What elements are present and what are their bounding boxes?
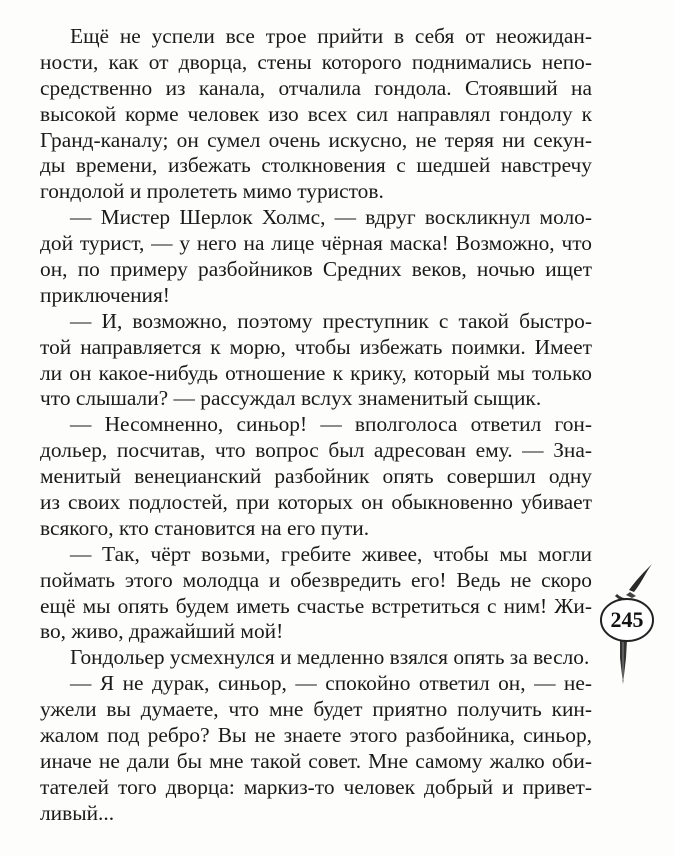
text-line: — Мистер Шерлок Холмс, — вдруг воскликнул моло- (70, 205, 592, 230)
text-line: — Несомненно, синьор! — вполголоса ответил гон- (70, 412, 592, 437)
text-line: всякого, кто становится на его пути. (40, 515, 370, 540)
text-line: из своих подлостей, при которых он обыкновенно убивает (40, 490, 592, 515)
text-line: он, по примеру разбойников Средних веков, ночью ищет (40, 257, 592, 282)
text-line: дольер, посчитав, что вопрос был адресован ему. — Зна- (40, 438, 592, 463)
text-line: Гранд-каналу; он сумел очень искусно, не теряя ни секун- (40, 127, 592, 152)
text-line: ливый... (40, 800, 115, 825)
text-line: ности, как от дворца, стены которого поднимались непо- (40, 49, 592, 74)
text-line: ли он какое-нибудь отношение к крику, который мы только (40, 360, 592, 385)
text-line: — Так, чёрт возьми, гребите живее, чтобы мы могли (70, 541, 592, 566)
text-line: жалом под ребро? Вы не знаете этого разбойника, синьор, (40, 723, 592, 748)
text-line: той направляется к морю, чтобы избежать поимки. Имеет (40, 334, 592, 359)
text-line: Ещё не успели все трое прийти в себя от неожидан- (70, 24, 592, 48)
text-line: во, живо, дражайший мой! (40, 619, 284, 644)
text-line: иначе не дали бы мне такой совет. Мне самому жалко оби- (40, 748, 592, 773)
text-line: ещё мы опять будем иметь счастье встретиться с ним! Жи- (40, 593, 592, 618)
text-line: — Я не дурак, синьор, — спокойно ответил он, — не- (70, 671, 592, 696)
page-number: 245 (610, 607, 644, 632)
text-line: тателей того дворца: маркиз-то человек добрый и привет- (40, 774, 592, 799)
text-line: приключения! (40, 282, 170, 307)
body-text (40, 24, 592, 827)
text-line: поймать этого молодца и обезвредить его! Ведь не скоро (40, 567, 592, 592)
text-line: ды времени, избежать столкновения с шедшей навстречу (40, 153, 592, 178)
text-line: гондолой и пролететь мимо туристов. (40, 179, 384, 204)
text-line: высокой корме человек изо всех сил направлял гондолу к (40, 101, 592, 126)
text-line: ужели вы думаете, что мне будет приятно получить кин- (40, 697, 592, 722)
text-line: менитый венецианский разбойник опять совершил одну (40, 464, 592, 489)
text-line: Гондольер усмехнулся и медленно взялся опять за весло. (70, 645, 590, 670)
text-line: дой турист, — у него на лице чёрная маска! Возможно, что (40, 231, 592, 256)
text-line: — И, возможно, поэтому преступник с такой быстро- (70, 308, 592, 333)
text-line: что слышали? — рассуждал вслух знаменитый сыщик. (40, 386, 542, 411)
text-line: средственно из канала, отчалила гондола. Стоявший на (40, 75, 592, 100)
